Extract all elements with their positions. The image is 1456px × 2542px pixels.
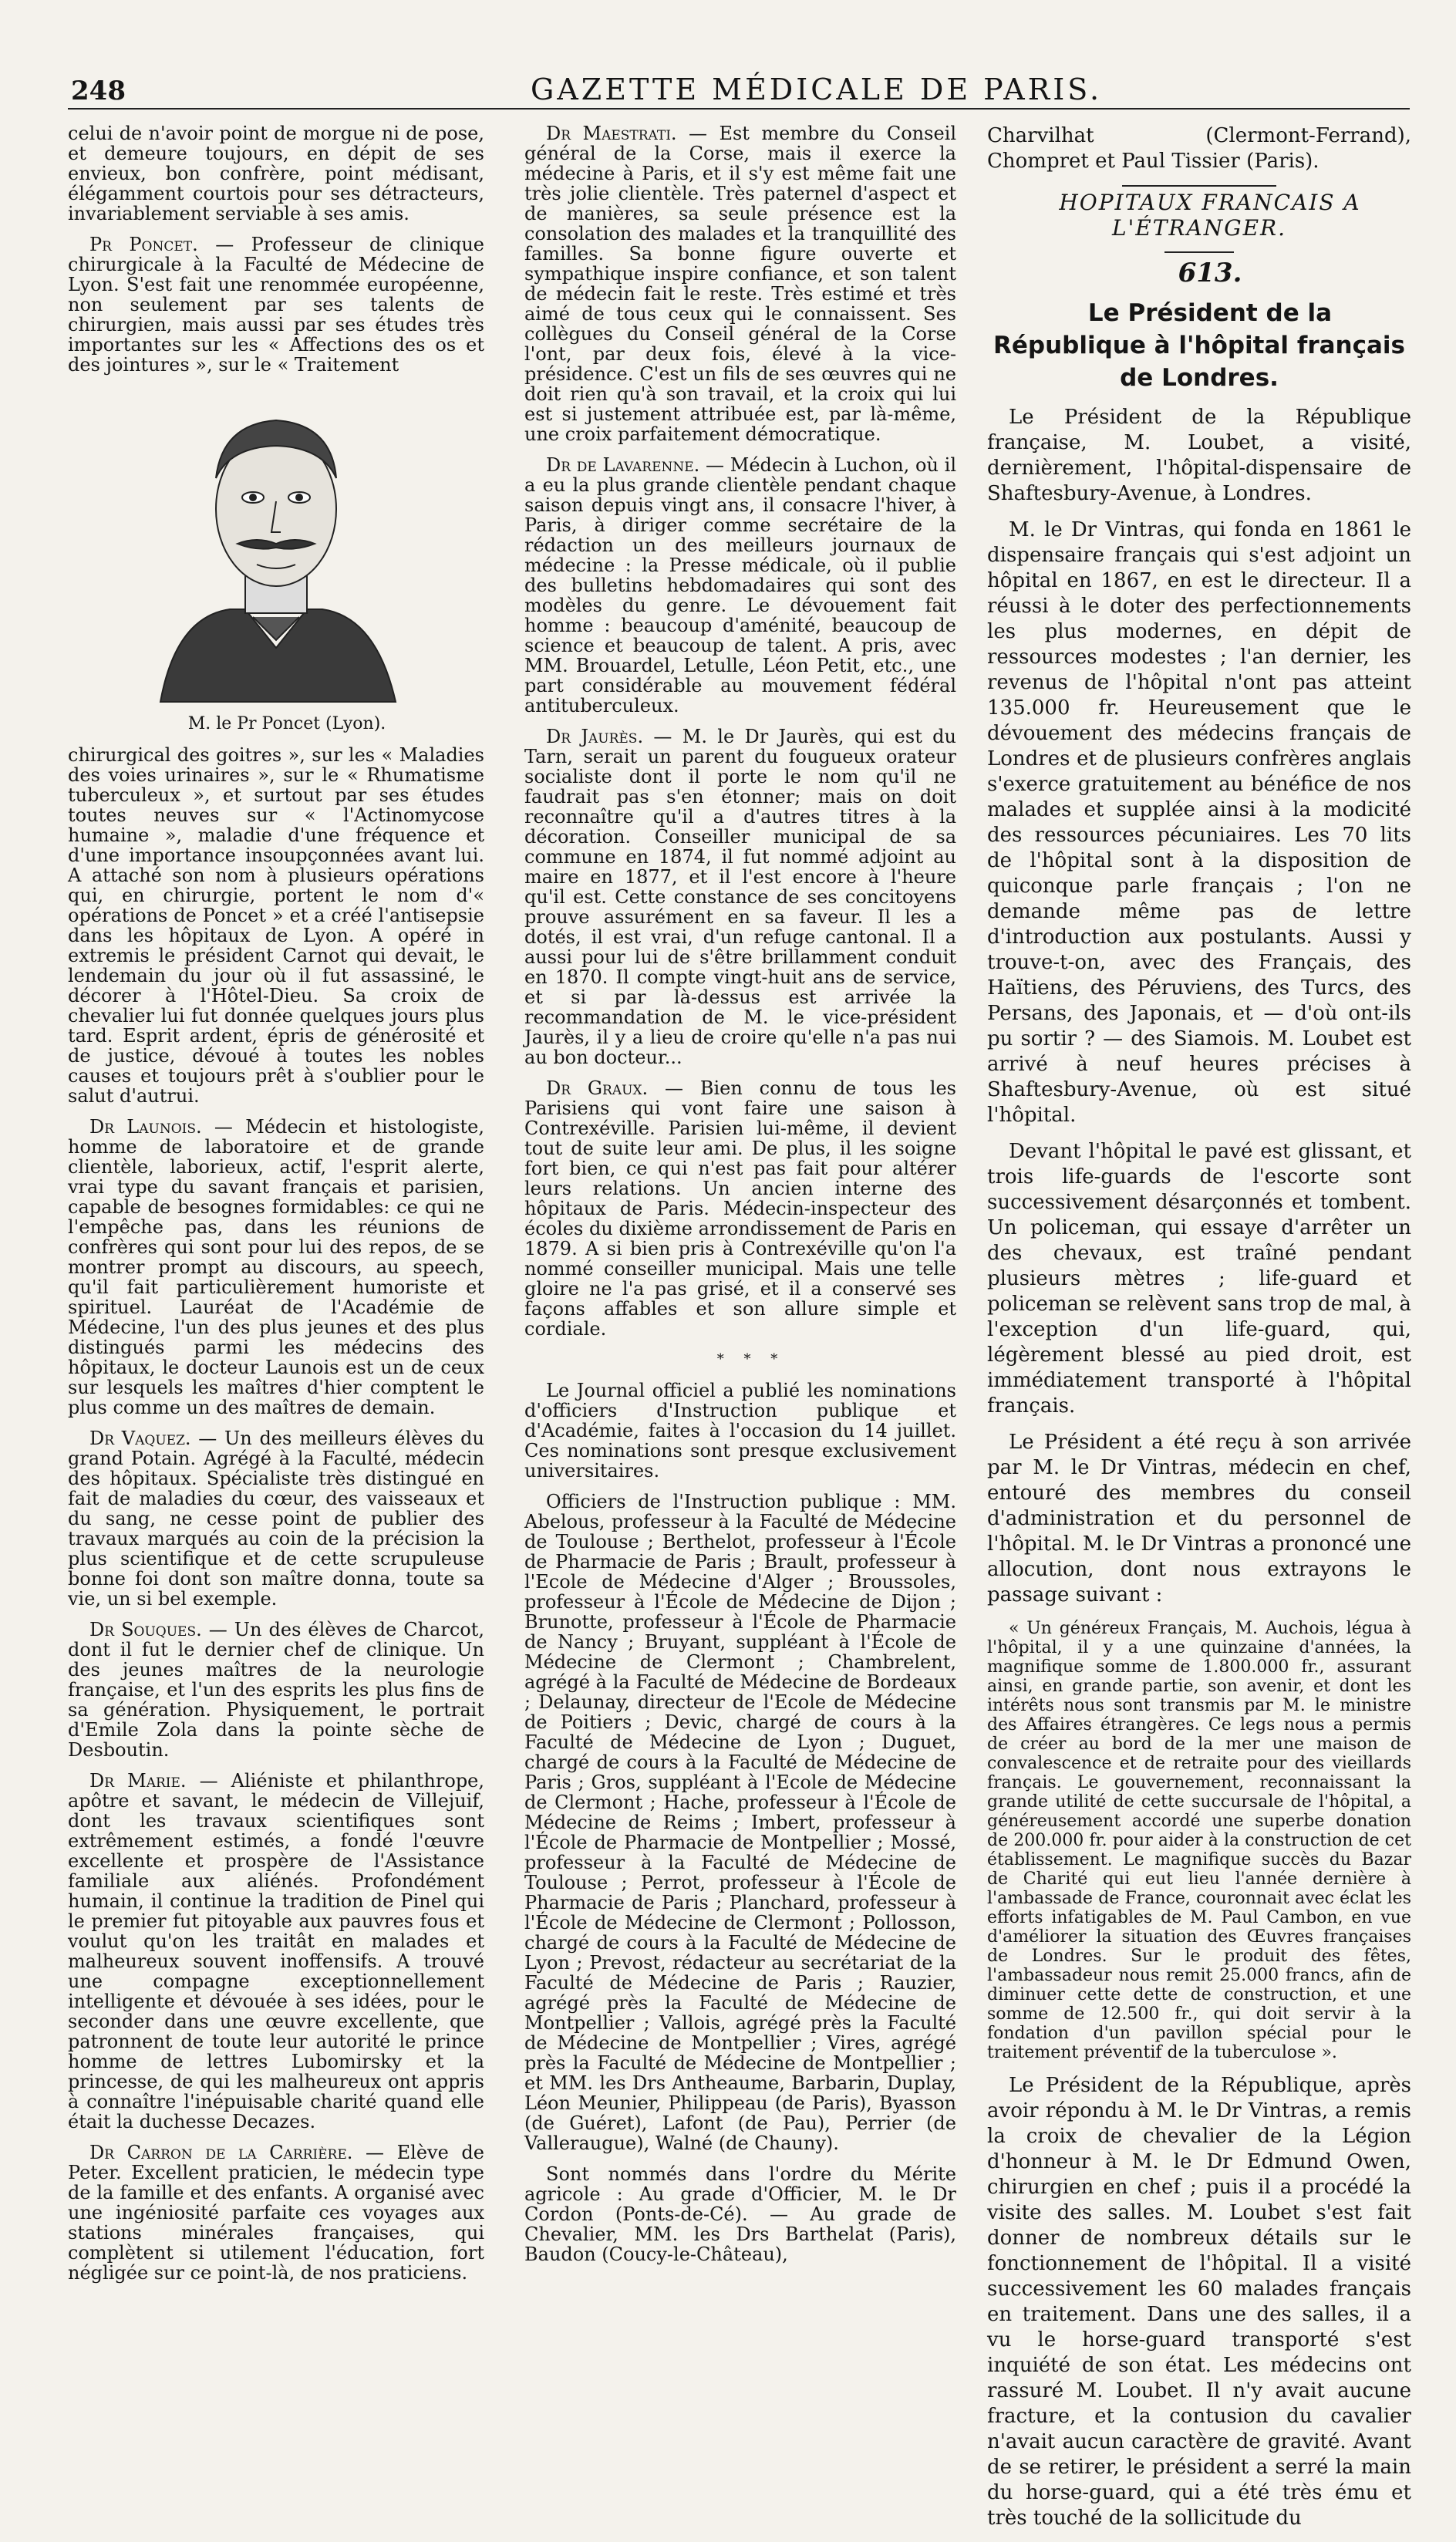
paragraph-journal-officiel: Le Journal officiel a publié les nominations d'officiers d'Instruction publique et d'Académie, faites à l'occasion du 14 juillet. Ces nominations sont presque exclusivement universitaires. — [524, 1380, 956, 1482]
paragraph-text: — Un des meilleurs élèves du grand Potain. Agrégé à la Faculté, médecin des hôpitaux. Spécialiste très distingué en fait de maladies du cœur, des vaisseaux et du sang, ne cesse point de publier des travaux marqués au coin de la précision la plus scientifique et de cette scrupuleuse bonne foi dont son maître donna, toute sa vie, un si bel exemple. — [68, 1428, 484, 1610]
paragraph: celui de n'avoir point de morgue ni de pose, et demeure toujours, en dépit de ses envieux, bon confrère, point médisant, élégamment courtois pour ses détracteurs, invariablement serviable à ses amis. — [68, 123, 484, 224]
paragraph-maestrati — [524, 123, 956, 444]
section-separator: * * * — [716, 1351, 786, 1367]
paragraph-text: — Elève de Peter. Excellent praticien, le médecin type de la famille et des enfants. A organisé avec une ingéniosité parfaite ces voyages aux stations minérales françaises, qui complètent si utilement l'éducation, fort négligée sur ce point-là, de nos praticiens. — [68, 2142, 484, 2284]
paragraph-marie — [68, 1771, 484, 2132]
column-left — [68, 123, 484, 2294]
paragraph-merite-agricole: Sont nommés dans l'ordre du Mérite agricole : Au grade d'Officier, M. le Dr Cordon (Ponts-de-Cé). — Au grade de Chevalier, MM. les Drs Barthelat (Paris), Baudon (Coucy-le-Château), — [524, 2163, 956, 2265]
paragraph-officiers-list: Officiers de l'Instruction publique : MM. Abelous, professeur à la Faculté de Médecine de Toulouse ; Berthelot, professeur à l'École de Pharmacie de Paris ; Brault, professeur à l'Ecole de Médecine d'Alger ; Broussoles, professeur à l'École de Médecine de Dijon ; Brunotte, professeur à l'École de Pharmacie de Nancy ; Bruyant, suppléant à l'École de Médecine de Clermont ; Chambrelent, agrégé à la Faculté de Médecine de Bordeaux ; Delaunay, directeur de l'Ecole de Médecine de Poitiers ; Devic, chargé de cours à la Faculté de Médecine de Lyon ; Duguet, chargé de cours à la Faculté de Médecine de Paris ; Gros, suppléant à l'Ecole de Médecine de Clermont ; Hache, professeur à l'École de Médecine de Reims ; Imbert, professeur à l'École de Pharmacie de Montpellier ; Mossé, professeur à la Faculté de Médecine de Toulouse ; Perrot, professeur à l'École de Pharmacie de Paris ; Planchard, professeur à l'École de Médecine de Clermont ; Pollosson, chargé de cours à la Faculté de Médecine de Lyon ; Prevost, rédacteur au secrétariat de la Faculté de Médecine de Paris ; Rauzier, agrégé près la Faculté de Médecine de Montpellier ; Vallois, agrégé près la Faculté de Médecine de Montpellier ; Vires, agrégé près la Faculté de Médecine de Montpellier ; et MM. les Drs Antheaume, Barbarin, Duplay, Léon Meunier, Philippeau (de Paris), Byasson (de Guéret), Lafont (de Pau), Perrier (de Valleraugue), Walné (de Chauny). — [524, 1491, 956, 2154]
column-middle — [524, 123, 956, 2275]
paragraph-poncet — [68, 234, 484, 375]
person-name: Dr Souques. — [89, 1619, 202, 1640]
paragraph: Le Président de la République, après avoir répondu à M. le Dr Vintras, a remis la croix de chevalier de la Légion d'honneur à M. le Dr Edmund Owen, chirurgien en chef ; puis il a procédé la visite des salles. M. Loubet s'est fait donner de nombreux détails sur le fonctionnement de l'hôpital. Il a visité successivement les 60 malades français en traitement. Dans une des salles, il a vu le horse-guard transporté s'est inquiété de son état. Les médecins ont rassuré M. Loubet. Il n'y avait aucune fracture, et la contusion du cavalier n'avait aucun caractère de gravité. Avant de se retirer, le président a serré la main du horse-guard, qui a été très ému et très touché de la sollicitude du — [987, 2074, 1411, 2530]
paragraph: Le Président a été reçu à son arrivée par M. le Dr Vintras, médecin en chef, entouré des membres du conseil d'administration et du personnel de l'hôpital. M. le Dr Vintras a prononcé une allocution, dont nous extrayons le passage suivant : — [987, 1431, 1411, 1606]
paragraph-text: — Médecin et histologiste, homme de laboratoire et de grande clientèle, laborieux, actif, l'esprit alerte, vrai type du savant français et parisien, capable de besognes formidables: ce qui ne l'empêche pas, dans les réunions de confrères qui sont pour lui des repos, de se montrer prompt au discours, au speech, qu'il fait particulièrement humoriste et spirituel. Lauréat de l'Académie de Médecine, l'un des plus jeunes et des plus distingués parmi les médecins des hôpitaux, le docteur Launois est un de ceux sur lesquels les maîtres d'hier comptent le plus comme un des maîtres de demain. — [68, 1116, 484, 1418]
section-heading: HOPITAUX FRANCAIS A L'ÉTRANGER. — [1059, 190, 1361, 241]
paragraph-carron — [68, 2142, 484, 2283]
portrait-illustration — [130, 386, 423, 710]
paragraph-text: — Bien connu de tous les Parisiens qui vont faire une saison à Contrexéville. Parisien lui-même, il devient tout de suite leur ami. De plus, il les soigne fort bien, ce qui n'est pas fait pour altérer leurs relations. Un ancien interne des hôpitaux de Paris. Médecin-inspecteur des écoles du dixième arrondissement de Paris en 1879. A si bien pris à Contrexéville qu'on l'a nommé conseiller municipal. Mais une telle gloire ne l'a pas grisé, et il a conservé ses façons affables et son allure simple et cordiale. — [524, 1077, 957, 1340]
person-name: Dr Vaquez. — [89, 1428, 191, 1449]
paragraph-graux — [524, 1078, 956, 1339]
person-name: Dr Jaurès. — [546, 726, 644, 747]
person-name: Dr Carron de la Carrière. — [89, 2142, 353, 2163]
divider — [1122, 185, 1276, 187]
paragraph-launois — [68, 1117, 484, 1418]
paragraph-text: — Est membre du Conseil général de la Corse, mais il exerce la médecine à Paris, et il s'y est même fait une très jolie clientèle. Très paternel d'aspect et de manières, sa seule présence est la consolation des malades et la tranquillité des familles. Sa bonne figure ouverte et sympathique inspire confiance, et son talent de médecin fait le reste. Très estimé et très aimé de tous ceux qui le connaissent. Ses collègues du Conseil général de la Corse l'ont, par deux fois, élevé à la vice-présidence. C'est un fils de ses œuvres qui ne doit rien qu'à son travail, et la croix qui lui est si justement attribuée est, par là-même, une croix parfaitement démocratique. — [524, 123, 957, 445]
portrait-caption: M. le Pr Poncet (Lyon). — [187, 714, 386, 733]
paragraph: Le Président de la République française, M. Loubet, a visité, dernièrement, l'hôpital-dispensaire de Shaftesbury-Avenue, à Londres. — [987, 406, 1411, 505]
person-name: Dr Marie. — [89, 1770, 187, 1792]
paragraph: Devant l'hôpital le pavé est glissant, et trois life-guards de l'escorte sont successivement désarçonnés et tombent. Un policeman, qui essaye d'arrêter un des chevaux, est traîné pendant plusieurs mètres ; life-guard et policeman se relèvent sans trop de mal, à l'exception d'un life-guard, qui, légèrement blessé au pied droit, est immédiatement transporté à l'hôpital français. — [987, 1140, 1411, 1418]
paragraph-text: — Professeur de clinique chirurgicale à la Faculté de Médecine de Lyon. S'est fait une renommée européenne, non seulement par ses talents de chirurgien, mais aussi par ses études très importantes sur les « Affections des os et des jointures », sur le « Traitement — [68, 234, 484, 376]
quoted-passage: « Un généreux Français, M. Auchois, légua à l'hôpital, il y a une quinzaine d'années, la magnifique somme de 1.800.000 fr., assurant ainsi, en grande partie, son avenir, et dont les intérêts nous sont transmis par M. le ministre des Affaires étrangères. Ce legs nous a permis de créer au bord de la mer une maison de convalescence et de retraite pour des vieillards français. Le gouvernement, reconnaissant la grande utilité de cette succursale de l'hôpital, a généreusement accordé une superbe donation de 200.000 fr. pour aider à la construction de cet établissement. Le magnifique succès du Bazar de Charité qui eut lieu l'année dernière à l'ambassade de France, couronnait avec éclat les efforts infatigables de M. Paul Cambon, en vue d'améliorer la situation des Œuvres françaises de Londres. Sur le produit des fêtes, l'ambassadeur nous remit 25.000 francs, afin de diminuer cette dette de construction, et une somme de 12.500 fr., qui doit servir à la fondation d'un pavillon spécial pour le traitement préventif de la tuberculose ». — [987, 1619, 1411, 2062]
paragraph-vaquez — [68, 1428, 484, 1609]
article-headline: Le Président de la République à l'hôpital français de Londres. — [993, 299, 1405, 392]
paragraph-text: — Aliéniste et philanthrope, apôtre et savant, le médecin de Villejuif, dont les travaux scientifiques sont extrêmement estimés, a fondé l'œuvre excellente et prospère de l'Assistance familiale aux aliénés. Profondément humain, il continue la tradition de Pinel qui le premier fut pitoyable aux pauvres fous et voulut qu'on les traitât en malades et malheureux souvent inoffensifs. A trouvé une compagne exceptionnellement intelligente et dévouée à ses idées, pour le seconder dans une œuvre excellente, que patronnent de toute leur autorité le prince homme de lettres Lubomirsky et la princesse, de qui les malheureux ont appris à connaître l'inépuisable charité quand elle était la duchesse Decazes. — [68, 1770, 485, 2132]
paragraph-text: — Un des élèves de Charcot, dont il fut le dernier chef de clinique. Un des jeunes maîtres de la neurologie française, et l'un des esprits les plus fins de sa génération. Physiquement, le portrait d'Emile Zola dans la pointe sèche de Desboutin. — [68, 1619, 484, 1761]
paragraph: chirurgical des goitres », sur les « Maladies des voies urinaires », sur le « Rhumatisme tuberculeux », et surtout par ses études toutes neuves sur « l'Actinomycose humaine », maladie d'une fréquence et d'une importance insoupçonnées avant lui. A attaché son nom à plusieurs opérations qui, en chirurgie, portent le nom d'« opérations de Poncet » et a créé l'antisepsie dans les hôpitaux de Lyon. A opéré in extremis le président Carnot qui devait, le lendemain du jour où il fut assassiné, le décorer à l'Hôtel-Dieu. Sa croix de chevalier lui fut donnée quelques jours plus tard. Esprit ardent, épris de générosité et de justice, dévoué à toutes les nobles causes et toujours prêt à s'oublier pour le salut d'autrui. — [68, 744, 484, 1107]
page-number: 248 — [71, 76, 126, 106]
paragraph-lavarenne — [524, 455, 956, 716]
paragraph: Charvilhat (Clermont-Ferrand), Chompret et Paul Tissier (Paris). — [987, 124, 1411, 173]
paragraph-text: — M. le Dr Jaurès, qui est du Tarn, serait un parent du fougueux orateur socialiste dont il porte le nom qu'il ne faudrait pas s'en étonner; mais on doit reconnaître qu'il a d'autres titres à la décoration. Conseiller municipal de sa commune en 1874, il fut nommé adjoint au maire en 1877, et il l'est encore à l'heure qu'il est. Cette constance de ses concitoyens prouve assurément en sa faveur. Il les a dotés, il est vrai, d'un refuge cantonal. Il a aussi pour lui de s'être brillamment conduit en 1870. Il compte vingt-huit ans de service, et si par là-dessus est arrivée la recommandation de M. le vice-président Jaurès, il y a lieu de croire qu'elle n'a pas nui au bon docteur... — [524, 726, 956, 1068]
paragraph: M. le Dr Vintras, qui fonda en 1861 le dispensaire français qui s'est adjoint un hôpital en 1867, en est le directeur. Il a réussi à le doter des perfectionnements les plus modernes, en dépit de ressources modestes ; l'an dernier, les revenus de l'hôpital n'ont pas atteint 135.000 fr. Heureusement que le dévouement des médecins français de Londres et de plusieurs confrères anglais s'exerce gratuitement au bénéfice de nos malades et supplée ainsi à la modicité des ressources pécuniaires. Les 70 lits de l'hôpital sont à la disposition de quiconque parle français ; l'on ne demande même pas de lettre d'introduction aux postulants. Aussi y trouve-t-on, avec des Français, des Haïtiens, des Péruviens, des Turcs, des Persans, des Japonais, et — d'où ont-ils pu sortir ? — des Siamois. M. Loubet est arrivé à neuf heures précises à Shaftesbury-Avenue, où est situé l'hôpital. — [987, 518, 1411, 1127]
paragraph-jaures — [524, 727, 956, 1067]
person-name: Dr de Lavarenne. — [546, 454, 700, 476]
divider — [1164, 251, 1234, 253]
page-header — [68, 71, 1410, 110]
person-name: Dr Launois. — [89, 1116, 202, 1138]
paragraph-souques — [68, 1620, 484, 1760]
column-right — [987, 123, 1411, 2542]
person-name: Dr Graux. — [546, 1077, 649, 1099]
running-title: GAZETTE MÉDICALE DE PARIS. — [531, 72, 1103, 106]
person-name: Pr Poncet. — [89, 234, 198, 255]
article-number: 613. — [1178, 258, 1242, 288]
person-name: Dr Maestrati. — [546, 123, 677, 144]
paragraph-text: — Médecin à Luchon, où il a eu la plus grande clientèle pendant chaque saison depuis vingt ans, il consacre l'hiver, à Paris, à diriger comme secrétaire de la rédaction un des meilleurs journaux de médecine : la Presse médicale, où il publie des bulletins hebdomadaires qui sont des modèles du genre. Le dévouement fait homme : beaucoup d'aménité, beaucoup de science et beaucoup de talent. A pris, avec MM. Brouardel, Letulle, Léon Petit, etc., une part considérable au mouvement fédéral antituberculeux. — [524, 454, 956, 716]
